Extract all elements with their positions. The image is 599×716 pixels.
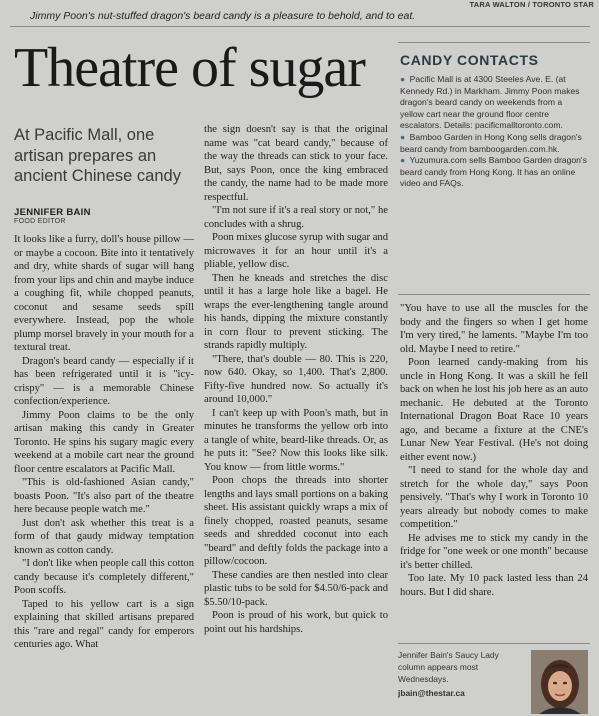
byline-name: JENNIFER BAIN — [14, 207, 91, 218]
paragraph: "I don't like when people call this cotton candy because it's completely different," Poon scoffs. — [14, 558, 194, 596]
paragraph: Taped to his yellow cart is a sign explaining that skilled artisans prepared this "rare and regal" candy for emperors centuries ago. What — [14, 598, 194, 650]
headline: Theatre of sugar — [14, 37, 365, 99]
photo-caption: Jimmy Poon's nut-stuffed dragon's beard candy is a pleasure to behold, and to eat. — [30, 10, 416, 22]
list-item — [400, 132, 588, 155]
contacts-list — [400, 74, 588, 190]
paragraph: Just don't ask whether this treat is a form of that gaudy midway temptation known as cotton candy. — [14, 517, 194, 556]
paragraph: Too late. My 10 pack lasted less than 24 hours. But I did share. — [400, 573, 588, 598]
author-email-link[interactable]: jbain@thestar.ca — [398, 688, 465, 699]
paragraph: These candies are then nestled into clear plastic tubs to be sold for $4.50/6-pack and $5.50/10-pack. — [204, 569, 388, 608]
byline-title: FOOD EDITOR — [14, 218, 66, 225]
paragraph: "I'm not sure if it's a real story or not," he concludes with a shrug. — [204, 205, 388, 230]
article-column-2 — [204, 123, 388, 713]
contact-text: Yuzumura.com sells Bamboo Garden dragon's beard candy from Hong Kong. It has an online video and FAQs. — [400, 155, 587, 189]
paragraph: Poon is proud of his work, but quick to point out his hardships. — [204, 610, 388, 635]
paragraph: Poon chops the threads into shorter lengths and lays small portions on a baking sheet. His assistant quickly wraps a mix of finely chopped, roasted peanuts, sesame seeds and shredded coconut into each "beard" and deftly folds the package into a pillow/cocoon. — [204, 475, 388, 567]
paragraph: "I need to stand for the whole day and stretch for the whole day," says Poon pensively. "That's why I work in Toronto 10 years already but nobody comes to make competition." — [400, 465, 588, 530]
list-item — [400, 155, 588, 190]
paragraph: "This is old-fashioned Asian candy," boasts Poon. "It's also part of the theatre here because people watch me." — [14, 477, 194, 515]
paragraph: He advises me to stick my candy in the fridge for "one week or one month" because it's better chilled. — [400, 532, 588, 571]
top-rule — [10, 26, 590, 27]
sidebar-title: CANDY CONTACTS — [400, 52, 539, 68]
sidebar-bottom-rule — [398, 294, 590, 295]
sidebar-top-rule — [398, 42, 590, 43]
author-headshot-photo — [531, 650, 588, 714]
article-column-1 — [14, 233, 194, 713]
paragraph: I can't keep up with Poon's math, but in minutes he transforms the yellow orb into a tangle of white, beard-like threads. Or, as he puts it: "See? Now this looks like silk. You know — from little worms." — [204, 407, 388, 473]
promo-text: Jennifer Bain's Saucy Lady column appears most Wednesdays. — [398, 650, 499, 684]
paragraph: Poon learned candy-making from his uncle in Hong Kong. It was a skill he fell back on when he lost his job here as an auto mechanic. He debuted at the Toronto International Dragon Boat Race 10 years ago, and became a fixture at the CNE's Lunar New Year Festival. (He's not doing either event now.) — [400, 357, 588, 463]
contact-text: Bamboo Garden in Hong Kong sells dragon's beard candy from bamboogarden.com.hk. — [400, 131, 582, 154]
bullet-icon: ● — [400, 155, 406, 166]
bullet-icon: ● — [400, 131, 406, 142]
paragraph: Jimmy Poon claims to be the only artisan making this candy in Greater Toronto. He spins his sugary magic every weekend at a mobile cart near the ground floor centre escalators at Pacific Mall. — [14, 409, 194, 475]
contact-text: Pacific Mall is at 4300 Steeles Ave. E. (at Kennedy Rd.) in Markham. Jimmy Poon makes dragon's beard candy on weekends from a yellow cart near the ground floor centre escalators. Details: pacificmalltoronto.com. — [400, 74, 580, 131]
paragraph: "You have to use all the muscles for the body and the fingers so when I get home I'm very tired," he laments. "Maybe I'm too old. Maybe I need to retire." — [400, 303, 588, 355]
deck-subheadline: At Pacific Mall, one artisan prepares an ancient Chinese candy — [14, 126, 181, 185]
bullet-icon: ● — [400, 74, 406, 84]
photo-credit: TARA WALTON / TORONTO STAR — [469, 0, 594, 9]
column-promo — [398, 650, 524, 700]
paragraph: Then he kneads and stretches the disc until it has a large hole like a bagel. He wraps the ever-lengthening tangle around his hands, dipping the mixture constantly in corn flour to prevent sticking. The strands rapidly multiply. — [204, 272, 388, 351]
paragraph: the sign doesn't say is that the original name was "cat beard candy," because of the way the threads can stick to your face. But, says Poon, once the king embraced the candy, the name had to be made more respectful. — [204, 124, 388, 203]
paragraph: Poon mixes glucose syrup with sugar and microwaves it for an hour until it's a pliable, yellow disc. — [204, 232, 388, 270]
list-item — [400, 74, 588, 132]
paragraph: "There, that's double — 80. This is 220, now 640. Okay, so 1,400. That's 2,800. Fifty-five hundred now. So actually it's around 10,000." — [204, 353, 388, 405]
article-column-3 — [400, 302, 588, 618]
candy-contacts-sidebar — [400, 52, 588, 190]
paragraph: It looks like a furry, doll's house pillow — or maybe a cocoon. Bite into it tentatively and dry, white shards of sugar will hang from your lips and chin and maybe induce a coughing fit, while chopped peanuts, coconut and sesame seeds spill everywhere. Instead, pop the whole plump morsel bravely in your mouth for a textural treat. — [14, 234, 194, 353]
paragraph: Dragon's beard candy — especially if it has been refrigerated until it is "icy-crispy" — is a memorable Chinese confection/experience. — [14, 355, 194, 407]
promo-rule — [398, 643, 590, 644]
